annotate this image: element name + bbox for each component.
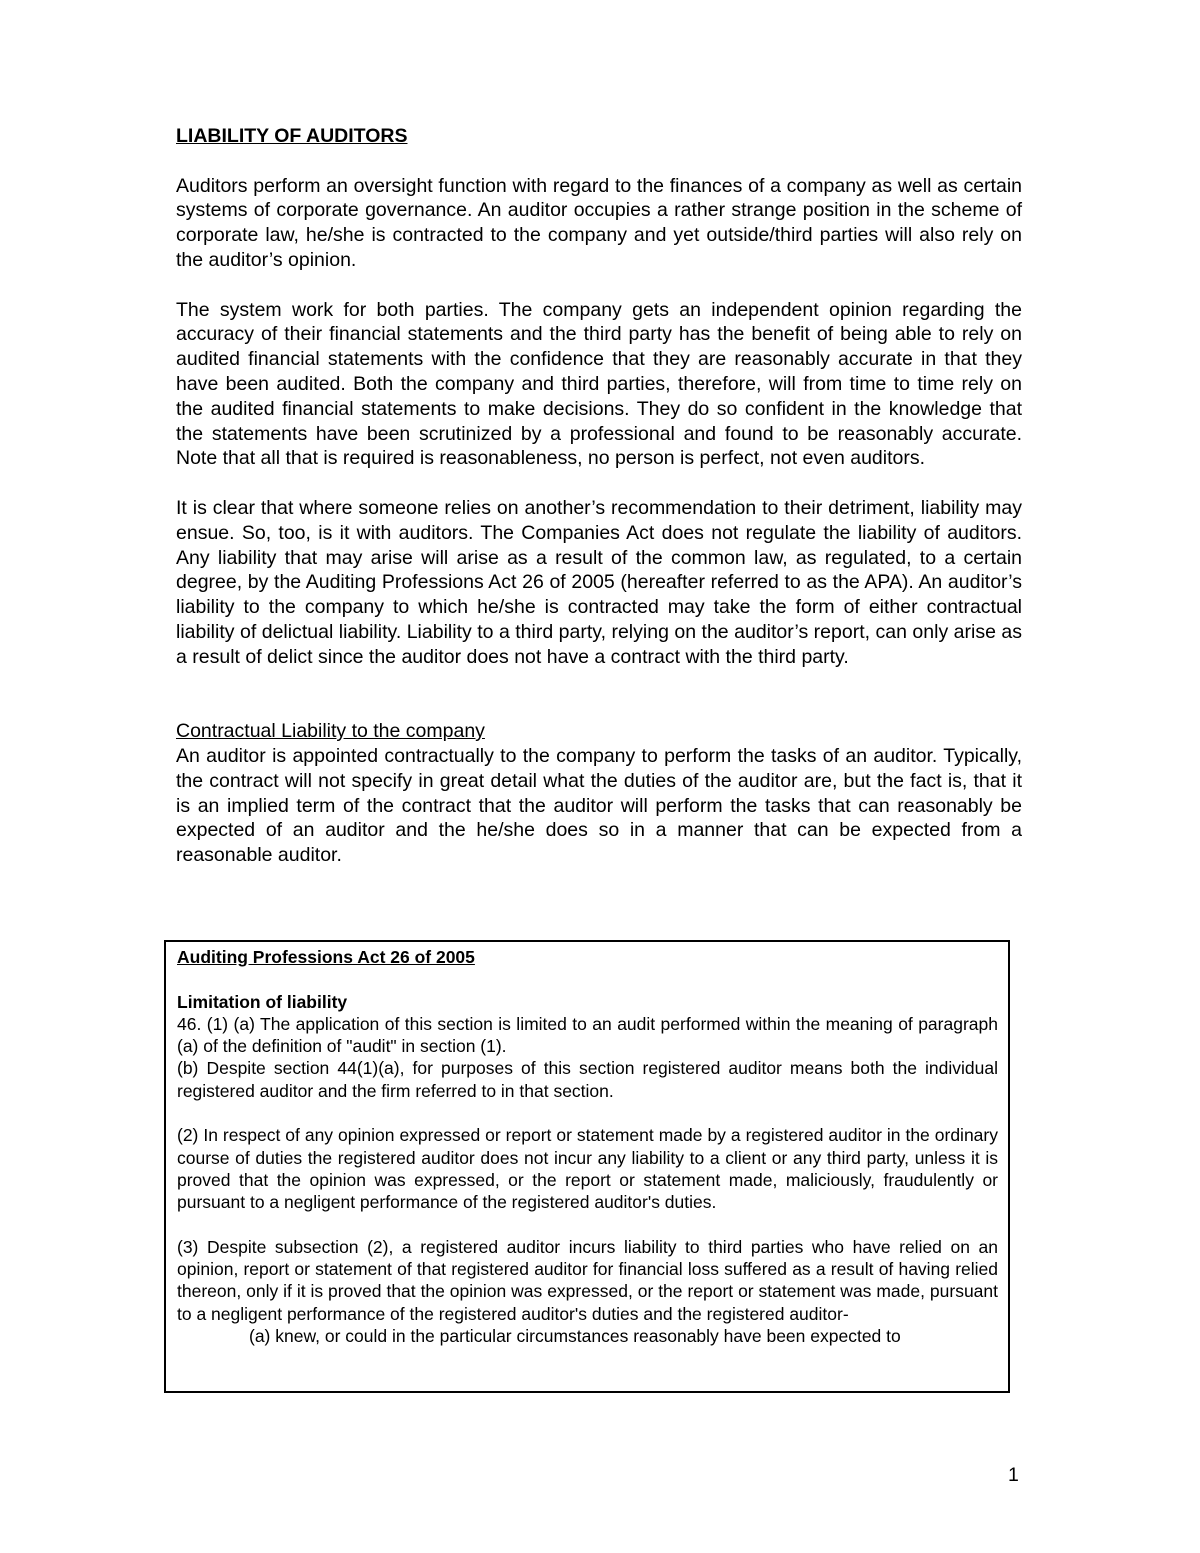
paragraph-liability: It is clear that where someone relies on another’s recommendation to their detriment, liability may ensue. So, too, is it with auditors. The Companies Act does not regulate the liability of auditors. Any liability that may arise will arise as a result of the common law, as regulated, to a certain degree, by the Auditing Professions Act 26 of 2005 (hereafter referred to as the APA). An auditor’s liability to the company to which he/she is contracted may take the form of either contractual liability of delictual liability. Liability to a third party, relying on the auditor’s report, can only arise as a result of delict since the auditor does not have a contract with the third party. bbox=[176, 496, 1022, 668]
act-box-subheading: Limitation of liability bbox=[177, 991, 348, 1012]
document-body bbox=[176, 124, 1022, 893]
act-clause-1a: 46. (1) (a) The application of this section is limited to an audit performed within the meaning of paragraph (a) of the definition of "audit" in section (1). bbox=[177, 1013, 998, 1057]
act-clause-3a: (a) knew, or could in the particular circumstances reasonably have been expected to bbox=[249, 1326, 901, 1347]
document-title: LIABILITY OF AUDITORS bbox=[176, 125, 408, 147]
act-box-title: Auditing Professions Act 26 of 2005 bbox=[177, 947, 475, 967]
act-clause-1b: (b) Despite section 44(1)(a), for purposes of this section registered auditor means both the individual registered auditor and the firm referred to in that section. bbox=[177, 1058, 998, 1101]
paragraph-contractual: An auditor is appointed contractually to the company to perform the tasks of an auditor. Typically, the contract will not specify in great detail what the duties of the auditor are, but the fact is, that it is an implied term of the contract that the auditor will perform the tasks that can reasonably be expected of an auditor and the he/she does so in a manner that can be expected from a reasonable auditor. bbox=[176, 744, 1022, 867]
spacer bbox=[177, 1102, 998, 1124]
act-clause-2: (2) In respect of any opinion expressed or report or statement made by a registered auditor in the ordinary course of duties the registered auditor does not incur any liability to a client or any third party, unless it is proved that the opinion was expressed, or the report or statement made, maliciously, fraudulently or pursuant to a negligent performance of the registered auditor's duties. bbox=[177, 1125, 998, 1213]
section-heading-contractual: Contractual Liability to the company bbox=[176, 720, 485, 743]
paragraph-intro: Auditors perform an oversight function with regard to the finances of a company as well as certain systems of corporate governance. An auditor occupies a rather strange position in the scheme of corporate law, he/she is contracted to the company and yet outside/third parties will also rely on the auditor’s opinion. bbox=[176, 174, 1022, 271]
paragraph-system: The system work for both parties. The company gets an independent opinion regarding the accuracy of their financial statements and the third party has the benefit of being able to rely on audited financial statements with the confidence that they are reasonably accurate in that they have been audited. Both the company and third parties, therefore, will from time to time rely on the audited financial statements to make decisions. They do so confident in the knowledge that the statements have been scrutinized by a professional and found to be reasonably accurate. Note that all that is required is reasonableness, no person is perfect, not even auditors. bbox=[176, 298, 1022, 470]
act-clause-3: (3) Despite subsection (2), a registered auditor incurs liability to third parties who have relied on an opinion, report or statement of that registered auditor for financial loss suffered as a result of having relied thereon, only if it is proved that the opinion was expressed, or the report or statement was made, pursuant to a negligent performance of the registered auditor's duties and the registered auditor- bbox=[177, 1236, 998, 1324]
spacer bbox=[177, 1214, 998, 1236]
page-number: 1 bbox=[1008, 1464, 1019, 1486]
act-excerpt-box bbox=[164, 940, 1010, 1393]
